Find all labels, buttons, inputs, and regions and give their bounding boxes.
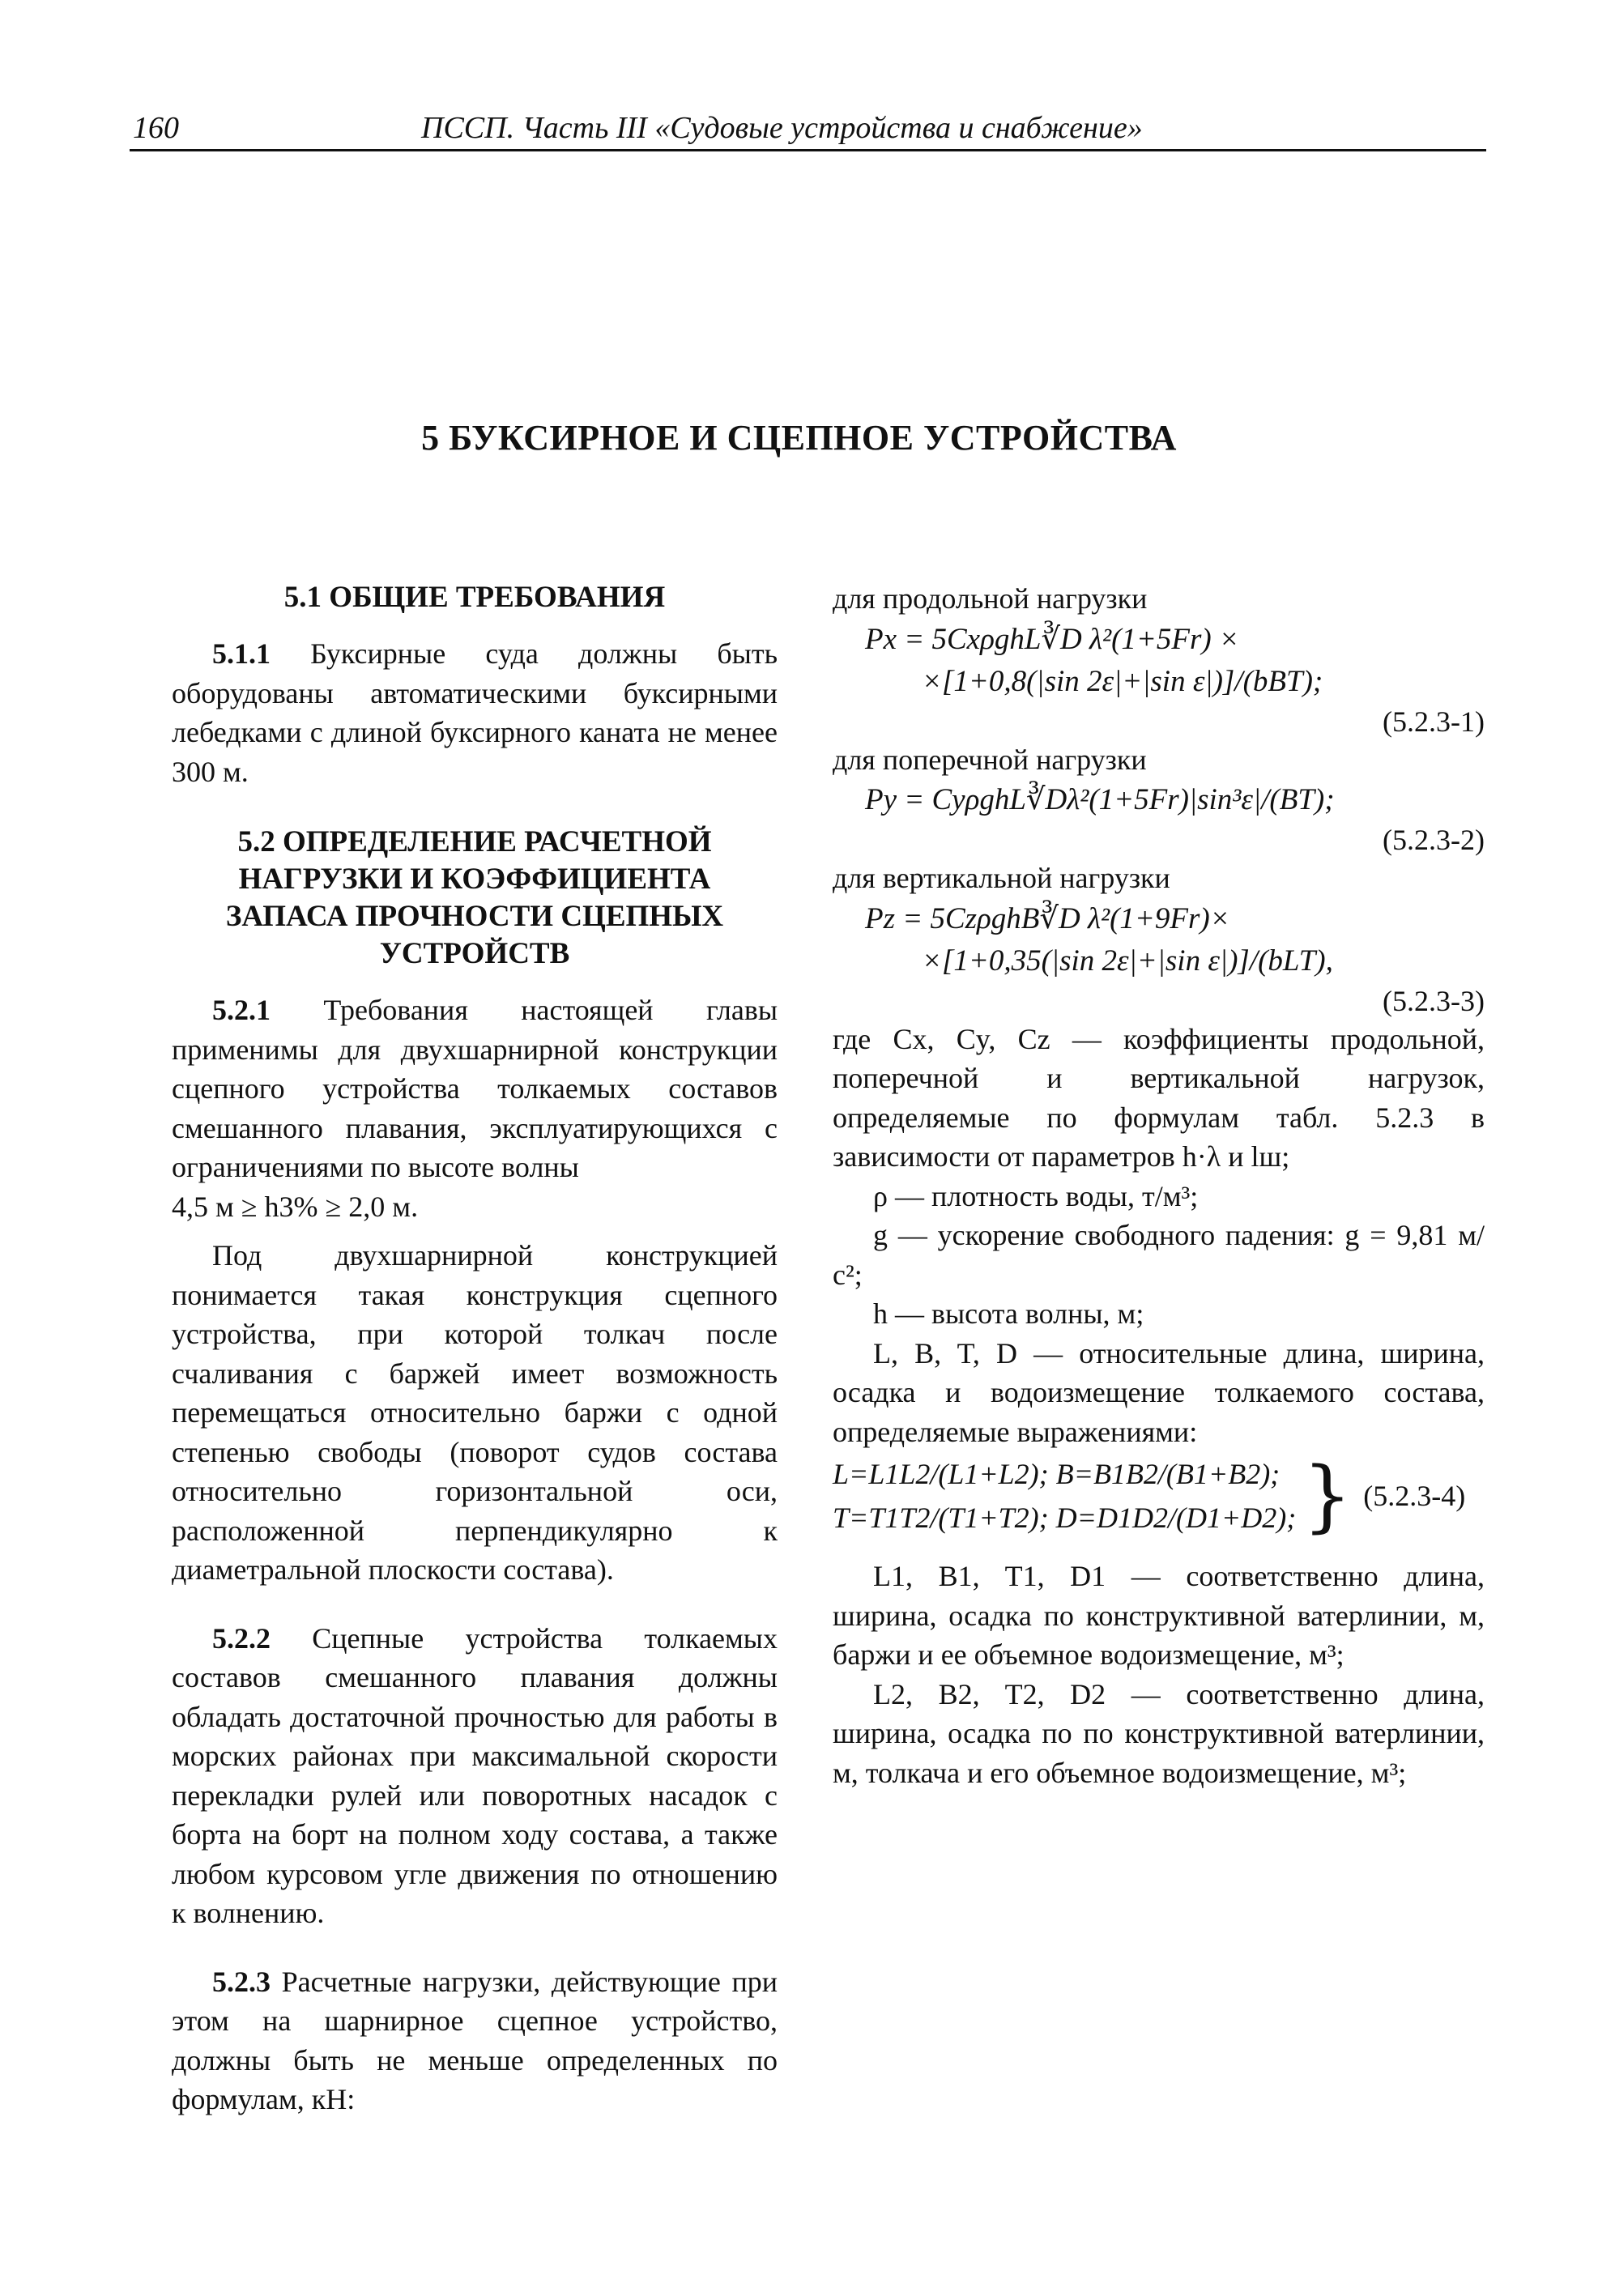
paragraph-5-1-1: 5.1.1 Буксирные суда должны быть оборудованы автоматическими буксирными лебедками с длиной буксирного каната не менее 300 м. — [172, 637, 778, 788]
page-header — [130, 104, 1486, 151]
formula-5-2-3-4 — [833, 1451, 1485, 1540]
equation-number-5-2-3-2: (5.2.3-2) — [1383, 824, 1485, 856]
density-definition: ρ — плотность воды, т/м³; — [873, 1179, 1199, 1212]
gravity-definition: g — ускорение свободного падения: g = 9,81 м/с²; — [833, 1219, 1485, 1291]
right-brace: } — [1302, 1450, 1353, 1541]
paragraph-5-2-1: 5.2.1 Требования настоящей главы применимы для двухшарнирной конструкции сцепного устройства толкаемых составов смешанного плавания, эксплуатирующихся с ограничениями по высоте волны — [172, 994, 778, 1183]
wave-height-definition: h — высота волны, м; — [873, 1297, 1144, 1330]
chapter-title: 5 БУКСИРНОЕ И СЦЕПНОЕ УСТРОЙСТВА — [421, 418, 1177, 458]
formula-5-2-3-4-line1: L=L1L2/(L1+L2); B=B1B2/(B1+B2); — [833, 1458, 1281, 1490]
barge-parameters-definition: L1, B1, T1, D1 — соответственно длина, ширина, осадка по конструктивной ватерлинии, м, баржи и ее объемное водоизмещение, м³; — [833, 1560, 1485, 1671]
formula-5-2-3-1-line2: ×[1+0,8(|sin 2ε|+|sin ε|)]/(bBT); — [922, 664, 1323, 698]
formula-5-2-3-3-line1: Pz = 5CzρghB∛D λ²(1+9Fr)× — [865, 901, 1230, 935]
equation-number-5-2-3-1: (5.2.3-1) — [1383, 705, 1485, 738]
pusher-parameters-definition: L2, B2, T2, D2 — соответственно длина, ширина, осадка по по конструктивной ватерлинии, м, толкача и его объемное водоизмещение, м³; — [833, 1677, 1485, 1789]
paragraph-5-2-3: 5.2.3 Расчетные нагрузки, действующие при этом на шарнирное сцепное устройство, должны быть не меньше определенных по формулам, кН: — [172, 1965, 778, 2115]
equation-number-5-2-3-3: (5.2.3-3) — [1383, 984, 1485, 1017]
paragraph-two-hinge-definition: Под двухшарнирной конструкцией понимается такая конструкция сцепного устройства, при которой толкач после счаливания с баржей имеет возможность перемещаться относительно баржи с одной степенью свободы (поворот судов состава относительно горизонтальной оси, расположенной перпендикулярно к диаметральной плоскости состава). — [172, 1239, 778, 1586]
formula-5-2-3-3-line2: ×[1+0,35(|sin 2ε|+|sin ε|)]/(bLT), — [922, 944, 1333, 978]
vertical-load-label: для вертикальной нагрузки — [833, 862, 1170, 894]
page-number: 160 — [133, 111, 179, 145]
transverse-load-label: для поперечной нагрузки — [833, 743, 1147, 776]
left-column — [172, 579, 778, 2119]
equation-number-5-2-3-4: (5.2.3-4) — [1363, 1479, 1466, 1512]
section-5-1-title: 5.1 ОБЩИЕ ТРЕБОВАНИЯ — [283, 581, 666, 614]
right-column — [833, 579, 1485, 1792]
coefficients-definition: где Cx, Cy, Cz — коэффициенты продольной, поперечной и вертикальной нагрузок, определяемые по формулам табл. 5.2.3 в зависимости от параметров h·λ и lш; — [833, 1022, 1485, 1173]
formula-5-2-3-2: Py = CyρghL∛Dλ²(1+5Fr)|sin³ε|/(BT); — [865, 783, 1335, 816]
paragraph-5-2-2: 5.2.2 Сцепные устройства толкаемых составов смешанного плавания должны обладать достаточной прочностью для работы в морских районах при максимальной скорости перекладки рулей или поворотных насадок с борта на борт на полном ходу состава, а также любом курсовом угле движения по отношению к волнению. — [172, 1621, 778, 1929]
longitudinal-load-label: для продольной нагрузки — [833, 582, 1148, 615]
running-title: ПССП. Часть III «Судовые устройства и снабжение» — [421, 111, 1143, 145]
wave-height-limit: 4,5 м ≥ h3% ≥ 2,0 м. — [172, 1190, 419, 1223]
formula-5-2-3-4-line2: T=T1T2/(T1+T2); D=D1D2/(D1+D2); — [833, 1502, 1297, 1534]
section-5-2-title: 5.2 ОПРЕДЕЛЕНИЕ РАСЧЕТНОЙ НАГРУЗКИ И КОЭФФИЦИЕНТА ЗАПАСА ПРОЧНОСТИ СЦЕПНЫХ УСТРОЙСТВ — [225, 825, 724, 970]
relative-dimensions-definition: L, B, T, D — относительные длина, ширина, осадка и водоизмещение толкаемого состава, определяемые выражениями: — [833, 1336, 1485, 1448]
formula-5-2-3-1-line1: Px = 5CxρghL∛D λ²(1+5Fr) × — [865, 622, 1239, 656]
